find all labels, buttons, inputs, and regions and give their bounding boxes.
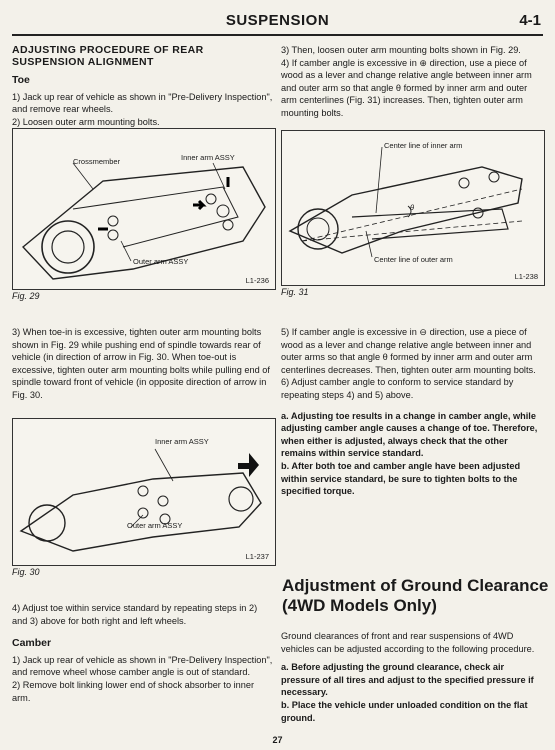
ground-clearance-intro: Ground clearances of front and rear suspensions of 4WD vehicles can be adjusted according to the following procedure. (281, 631, 535, 654)
fig29-label-outer-arm: Outer arm ASSY (133, 257, 189, 266)
note-b: b. After both toe and camber angle have been adjusted within service standard, be sure to tighten bolts to the specified torque. (281, 460, 521, 497)
camber-step-1: 1) Jack up rear of vehicle as shown in "Pre-Delivery Inspection", and remove wheel whose camber angle is out of standard. (12, 654, 273, 678)
right-ground-clearance (281, 630, 543, 724)
fig29-code: L1-236 (245, 276, 269, 285)
fig30-label-outer-arm: Outer arm ASSY (127, 521, 183, 530)
left-lower (12, 602, 274, 704)
section-title: SUSPENSION (225, 12, 330, 29)
header-rule (12, 34, 543, 36)
camber-step-3: 3) Then, loosen outer arm mounting bolts shown in Fig. 29. (281, 45, 521, 55)
right-intro (281, 44, 543, 120)
figure-31 (281, 130, 545, 286)
page-number: 27 (272, 735, 283, 745)
fig29-label-inner-arm: Inner arm ASSY (181, 153, 235, 162)
fig29-caption: Fig. 29 (12, 291, 40, 301)
fig30-drawing (13, 419, 275, 565)
fig31-label-outer-centerline: Center line of outer arm (374, 255, 453, 264)
ground-clearance-title: Adjustment of Ground Clearance (4WD Models Only) (282, 576, 549, 615)
fig30-label-inner-arm: Inner arm ASSY (155, 437, 209, 446)
toe-heading: Toe (12, 74, 30, 86)
procedure-heading: ADJUSTING PROCEDURE OF REAR SUSPENSION ALIGNMENT (12, 44, 204, 68)
note-a: a. Adjusting toe results in a change in camber angle, while adjusting camber angle causes a change of toe. Therefore, when either is adjusted, always check that the other remains within service standard. (281, 410, 538, 459)
toe-step-3: 3) When toe-in is excessive, tighten outer arm mounting bolts shown in Fig. 29 while pushing end of spindle towards rear of vehicle (in direction of arrow in Fig. 30. When toe-out is excessive, tighten outer arm mounting bolts while pulling end of spindle toward front of vehicle (in opposite direction of arrow in Fig. 30. (12, 327, 270, 400)
fig31-code: L1-238 (514, 272, 538, 281)
figure-29 (12, 128, 276, 290)
figure-30 (12, 418, 276, 566)
fig31-label-theta: θ (410, 203, 415, 212)
fig30-code: L1-237 (245, 552, 269, 561)
fig29-label-crossmember: Crossmember (73, 157, 121, 166)
ground-clearance-note-b: b. Place the vehicle under unloaded condition on the flat ground. (281, 699, 528, 723)
left-para-3 (12, 326, 274, 402)
camber-step-6: 6) Adjust camber angle to conform to service standard by repeating steps 4) and 5) above. (281, 377, 514, 400)
camber-heading: Camber (12, 637, 52, 650)
right-steps (281, 326, 543, 498)
fig31-label-inner-centerline: Center line of inner arm (384, 141, 463, 150)
fig31-caption: Fig. 31 (281, 287, 309, 297)
fig30-caption: Fig. 30 (12, 567, 40, 577)
section-number: 4-1 (519, 12, 541, 29)
toe-step-2: 2) Loosen outer arm mounting bolts. (12, 116, 160, 127)
toe-step-4: 4) Adjust toe within service standard by repeating steps in 2) and 3) above for both right and left wheels. (12, 603, 258, 626)
toe-step-1: 1) Jack up rear of vehicle as shown in "Pre-Delivery Inspection", and remove rear wheels. (12, 91, 273, 115)
camber-step-4: 4) If camber angle is excessive in ⊕ direction, use a piece of wood as a lever and change relative angle between inner arm and outer arm so that angle θ formed by inner arm and outer arm centerlines (Fig. 31) increases. Then, tighten outer arm mounting bolts. (281, 57, 532, 118)
ground-clearance-note-a: a. Before adjusting the ground clearance, check air pressure of all tires and adjust to the specified pressure if necessary. (281, 662, 534, 698)
camber-step-2: 2) Remove bolt linking lower end of shock absorber to inner arm. (12, 679, 255, 703)
left-intro (12, 44, 274, 128)
camber-step-5: 5) If camber angle is excessive in ⊖ direction, use a piece of wood as a lever and change relative angle between inner and outer arms so that angle θ formed by inner arm and outer arm centerlines decreases. Then, tighten outer arm mounting bolts. (281, 327, 536, 375)
page-header (0, 10, 555, 36)
